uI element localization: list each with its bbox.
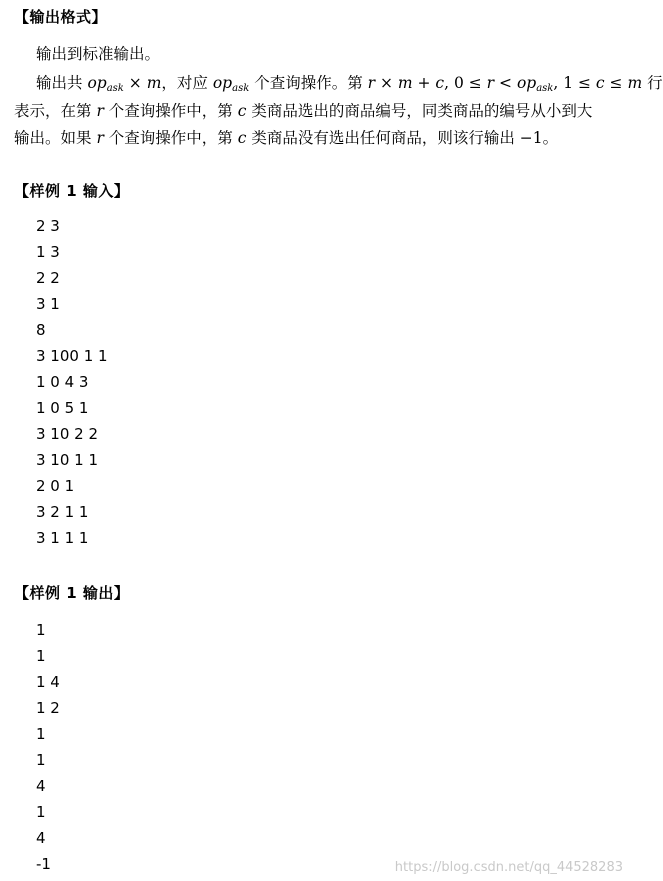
sample-input-line: 3 10 2 2 <box>36 425 99 443</box>
sample-output-line: 4 <box>36 829 46 847</box>
sample-output-line: 1 <box>36 621 46 639</box>
sample-input-line: 3 10 1 1 <box>36 451 99 469</box>
sample-input-heading: 【样例 1 输入】 <box>14 182 130 200</box>
sample-output-line: 1 <box>36 647 46 665</box>
output-format-line-1: 输出到标准输出。 <box>36 45 161 63</box>
output-format-line-2: 输出共 $op_{ask} \times m$，对应 $op_{ask}$ 个查询操作。第 r × m + c, $0 \le r < op_{ask}$, 1 ≤ c ≤ m 行 <box>36 74 663 94</box>
output-format-line-4: 输出。如果 r 个查询操作中，第 c 类商品没有选出任何商品，则该行输出 −1。 <box>14 129 559 147</box>
sample-input-line: 3 2 1 1 <box>36 503 89 521</box>
sample-output-line: -1 <box>36 855 51 873</box>
output-format-line-3: 表示，在第 r 个查询操作中，第 c 类商品选出的商品编号，同类商品的编号从小到大 <box>14 102 593 120</box>
sample-output-line: 1 4 <box>36 673 60 691</box>
sample-input-line: 2 0 1 <box>36 477 75 495</box>
sample-input-line: 1 3 <box>36 243 60 261</box>
sample-input-line: 3 1 <box>36 295 60 313</box>
sample-output-line: 1 2 <box>36 699 60 717</box>
sample-output-line: 1 <box>36 725 46 743</box>
sample-output-line: 1 <box>36 751 46 769</box>
sample-output-line: 1 <box>36 803 46 821</box>
sample-input-line: 2 2 <box>36 269 60 287</box>
sample-input-line: 2 3 <box>36 217 60 235</box>
sample-output-block <box>36 617 60 877</box>
sample-output-line: 4 <box>36 777 46 795</box>
sample-input-line: 8 <box>36 321 46 339</box>
sample-input-line: 1 0 5 1 <box>36 399 89 417</box>
sample-output-heading: 【样例 1 输出】 <box>14 584 130 602</box>
sample-input-line: 3 1 1 1 <box>36 529 89 547</box>
sample-input-block <box>36 213 108 551</box>
watermark: https://blog.csdn.net/qq_44528283 <box>394 860 623 875</box>
sample-input-line: 3 100 1 1 <box>36 347 108 365</box>
sample-input-line: 1 0 4 3 <box>36 373 89 391</box>
output-format-heading: 【输出格式】 <box>14 8 108 26</box>
